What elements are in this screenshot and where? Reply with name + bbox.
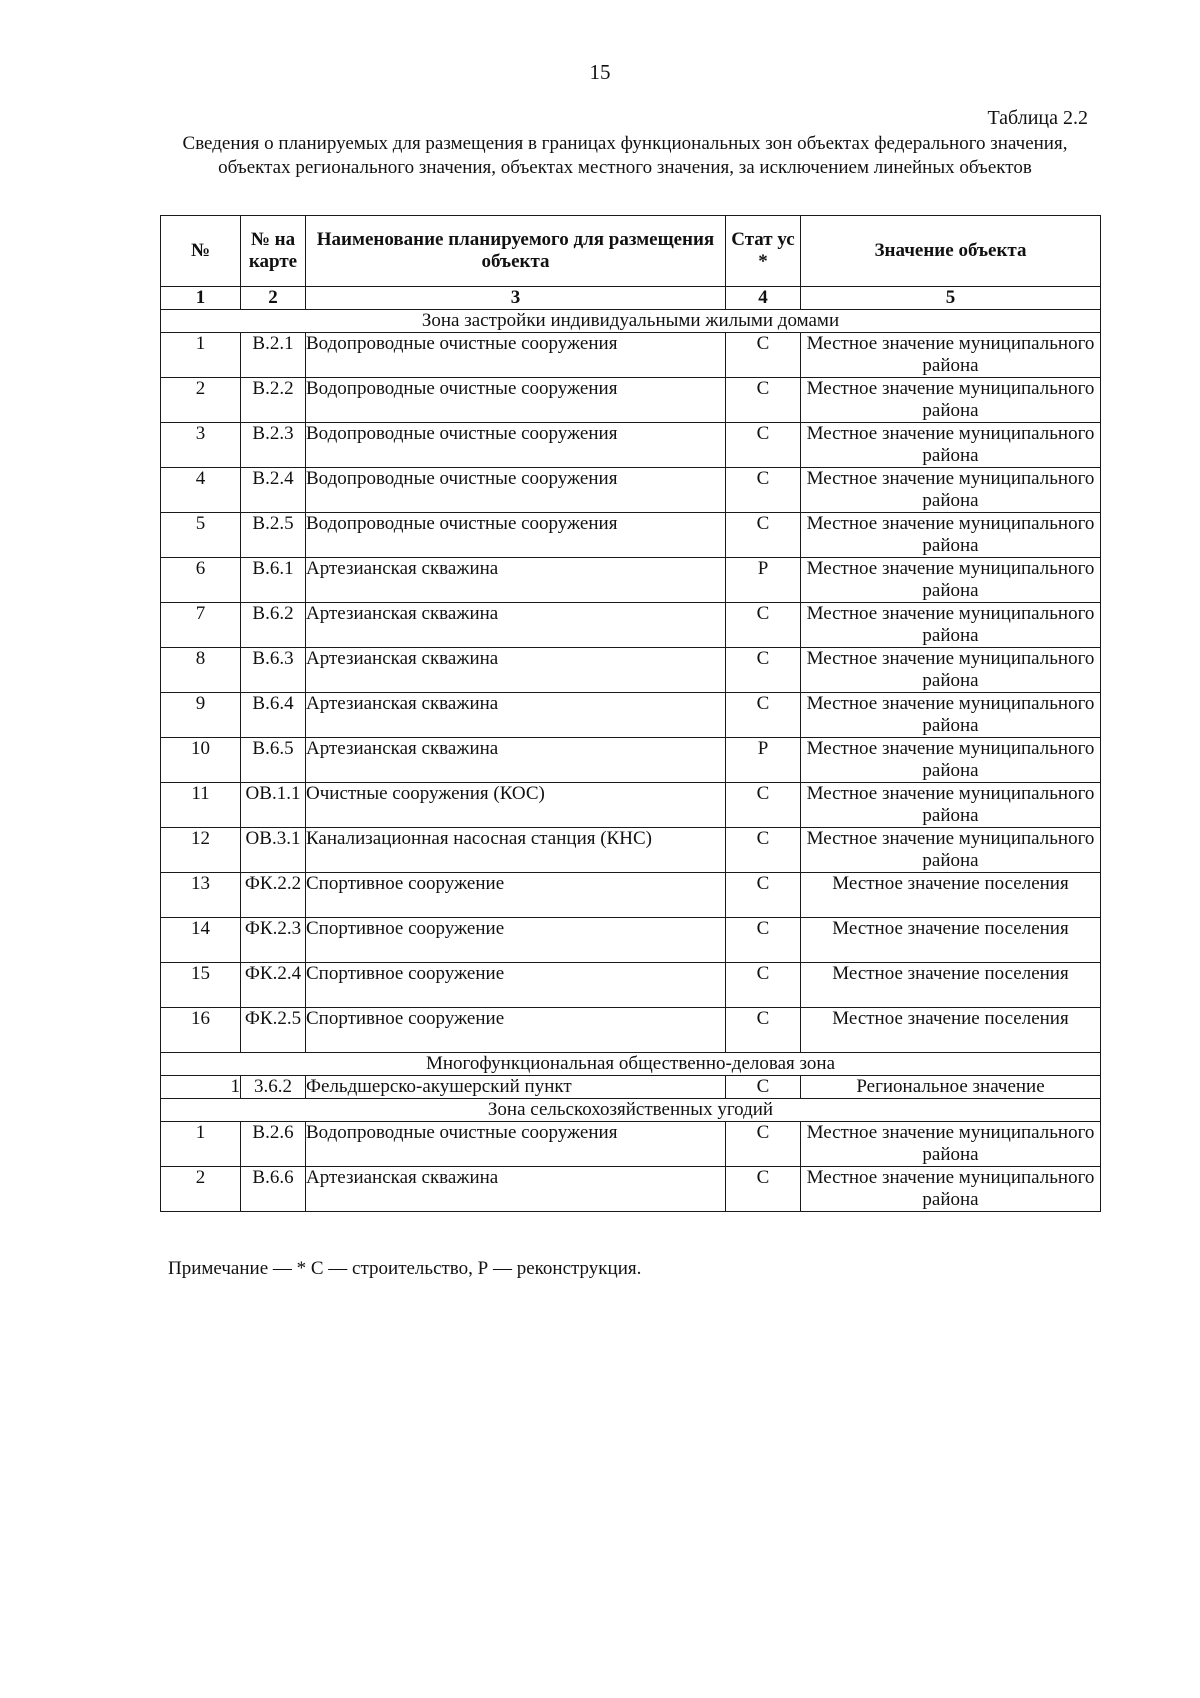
table-body — [161, 287, 1101, 1212]
row-number: 3 — [161, 423, 241, 468]
object-status: С — [726, 873, 801, 918]
object-name: Фельдшерско-акушерский пункт — [306, 1076, 726, 1099]
header-num: № — [161, 216, 241, 287]
object-significance: Местное значение муниципального района — [801, 1167, 1101, 1212]
header-row — [161, 216, 1101, 287]
map-code: В.2.3 — [241, 423, 306, 468]
object-significance: Местное значение муниципального района — [801, 828, 1101, 873]
table-row — [161, 513, 1101, 558]
header-value: Значение объекта — [801, 216, 1101, 287]
object-status: С — [726, 468, 801, 513]
object-significance: Местное значение поселения — [801, 963, 1101, 1008]
row-number: 6 — [161, 558, 241, 603]
objects-table — [160, 215, 1101, 1212]
table-row — [161, 783, 1101, 828]
row-number: 1 — [161, 1122, 241, 1167]
table-row — [161, 1167, 1101, 1212]
map-code: В.6.3 — [241, 648, 306, 693]
map-code: ОВ.3.1 — [241, 828, 306, 873]
header-map: № на карте — [241, 216, 306, 287]
map-code: ФК.2.5 — [241, 1008, 306, 1053]
zone-title: Зона сельскохозяйственных угодий — [161, 1099, 1101, 1122]
row-number: 11 — [161, 783, 241, 828]
object-name: Водопроводные очистные сооружения — [306, 1122, 726, 1167]
map-code: 3.6.2 — [241, 1076, 306, 1099]
zone-row — [161, 310, 1101, 333]
object-name: Спортивное сооружение — [306, 918, 726, 963]
object-significance: Местное значение муниципального района — [801, 333, 1101, 378]
object-name: Водопроводные очистные сооружения — [306, 423, 726, 468]
zone-row — [161, 1099, 1101, 1122]
object-status: С — [726, 828, 801, 873]
row-number: 10 — [161, 738, 241, 783]
object-name: Канализационная насосная станция (КНС) — [306, 828, 726, 873]
table-row — [161, 333, 1101, 378]
column-index: 4 — [726, 287, 801, 310]
table-row — [161, 603, 1101, 648]
row-number: 9 — [161, 693, 241, 738]
object-status: С — [726, 1008, 801, 1053]
object-significance: Местное значение поселения — [801, 918, 1101, 963]
map-code: В.6.5 — [241, 738, 306, 783]
table-row — [161, 693, 1101, 738]
table-note: Примечание — * С — строительство, Р — реконструкция. — [168, 1258, 642, 1279]
header-name: Наименование планируемого для размещения объекта — [306, 216, 726, 287]
object-status: С — [726, 1076, 801, 1099]
row-number: 1 — [161, 333, 241, 378]
object-significance: Местное значение муниципального района — [801, 1122, 1101, 1167]
map-code: В.6.4 — [241, 693, 306, 738]
map-code: ФК.2.4 — [241, 963, 306, 1008]
column-index: 5 — [801, 287, 1101, 310]
object-status: С — [726, 648, 801, 693]
row-number: 16 — [161, 1008, 241, 1053]
object-name: Спортивное сооружение — [306, 963, 726, 1008]
object-name: Артезианская скважина — [306, 693, 726, 738]
map-code: В.2.4 — [241, 468, 306, 513]
object-status: С — [726, 378, 801, 423]
map-code: В.2.6 — [241, 1122, 306, 1167]
object-name: Водопроводные очистные сооружения — [306, 378, 726, 423]
table-caption: Сведения о планируемых для размещения в границах функциональных зон объектах федерального значения, объектах регионального значения, объектах местного значения, за исключением линейных объектов — [182, 133, 1068, 178]
object-name: Водопроводные очистные сооружения — [306, 468, 726, 513]
object-significance: Местное значение муниципального района — [801, 783, 1101, 828]
header-status: Стат ус * — [726, 216, 801, 287]
map-code: В.2.5 — [241, 513, 306, 558]
object-status: С — [726, 693, 801, 738]
object-name: Артезианская скважина — [306, 558, 726, 603]
object-name: Спортивное сооружение — [306, 1008, 726, 1053]
object-significance: Местное значение муниципального района — [801, 558, 1101, 603]
row-number: 13 — [161, 873, 241, 918]
object-significance: Региональное значение — [801, 1076, 1101, 1099]
table-row — [161, 558, 1101, 603]
map-code: В.2.1 — [241, 333, 306, 378]
object-significance: Местное значение муниципального района — [801, 468, 1101, 513]
map-code: ФК.2.2 — [241, 873, 306, 918]
object-name: Очистные сооружения (КОС) — [306, 783, 726, 828]
table-label: Таблица 2.2 — [987, 107, 1088, 129]
table-row — [161, 468, 1101, 513]
object-status: С — [726, 1167, 801, 1212]
row-number: 8 — [161, 648, 241, 693]
table-row — [161, 1122, 1101, 1167]
column-index: 2 — [241, 287, 306, 310]
column-index: 3 — [306, 287, 726, 310]
row-number: 2 — [161, 1167, 241, 1212]
table-row — [161, 1076, 1101, 1099]
row-number: 5 — [161, 513, 241, 558]
map-code: В.6.1 — [241, 558, 306, 603]
object-status: С — [726, 603, 801, 648]
row-number: 7 — [161, 603, 241, 648]
object-name: Водопроводные очистные сооружения — [306, 513, 726, 558]
table-row — [161, 423, 1101, 468]
table-row — [161, 378, 1101, 423]
table-row — [161, 828, 1101, 873]
zone-title: Многофункциональная общественно-деловая зона — [161, 1053, 1101, 1076]
map-code: В.6.6 — [241, 1167, 306, 1212]
row-number: 4 — [161, 468, 241, 513]
row-number: 1 — [161, 1076, 241, 1099]
object-status: С — [726, 1122, 801, 1167]
column-index: 1 — [161, 287, 241, 310]
object-significance: Местное значение поселения — [801, 1008, 1101, 1053]
table-row — [161, 1008, 1101, 1053]
table-row — [161, 963, 1101, 1008]
object-significance: Местное значение муниципального района — [801, 378, 1101, 423]
object-name: Артезианская скважина — [306, 1167, 726, 1212]
row-number: 12 — [161, 828, 241, 873]
page-number: 15 — [589, 60, 611, 84]
object-status: С — [726, 513, 801, 558]
row-number: 2 — [161, 378, 241, 423]
zone-row — [161, 1053, 1101, 1076]
object-significance: Местное значение муниципального района — [801, 603, 1101, 648]
map-code: ОВ.1.1 — [241, 783, 306, 828]
object-name: Артезианская скважина — [306, 603, 726, 648]
map-code: В.2.2 — [241, 378, 306, 423]
row-number: 15 — [161, 963, 241, 1008]
object-status: С — [726, 783, 801, 828]
object-status: Р — [726, 558, 801, 603]
object-significance: Местное значение муниципального района — [801, 648, 1101, 693]
table-row — [161, 648, 1101, 693]
table-row — [161, 873, 1101, 918]
object-status: Р — [726, 738, 801, 783]
object-significance: Местное значение муниципального района — [801, 423, 1101, 468]
table-row — [161, 918, 1101, 963]
object-name: Артезианская скважина — [306, 648, 726, 693]
map-code: В.6.2 — [241, 603, 306, 648]
row-number: 14 — [161, 918, 241, 963]
object-significance: Местное значение поселения — [801, 873, 1101, 918]
object-status: С — [726, 918, 801, 963]
object-status: С — [726, 963, 801, 1008]
object-significance: Местное значение муниципального района — [801, 693, 1101, 738]
object-significance: Местное значение муниципального района — [801, 738, 1101, 783]
object-name: Водопроводные очистные сооружения — [306, 333, 726, 378]
column-index-row — [161, 287, 1101, 310]
table-row — [161, 738, 1101, 783]
object-name: Артезианская скважина — [306, 738, 726, 783]
map-code: ФК.2.3 — [241, 918, 306, 963]
object-status: С — [726, 423, 801, 468]
zone-title: Зона застройки индивидуальными жилыми домами — [161, 310, 1101, 333]
object-significance: Местное значение муниципального района — [801, 513, 1101, 558]
object-name: Спортивное сооружение — [306, 873, 726, 918]
object-status: С — [726, 333, 801, 378]
